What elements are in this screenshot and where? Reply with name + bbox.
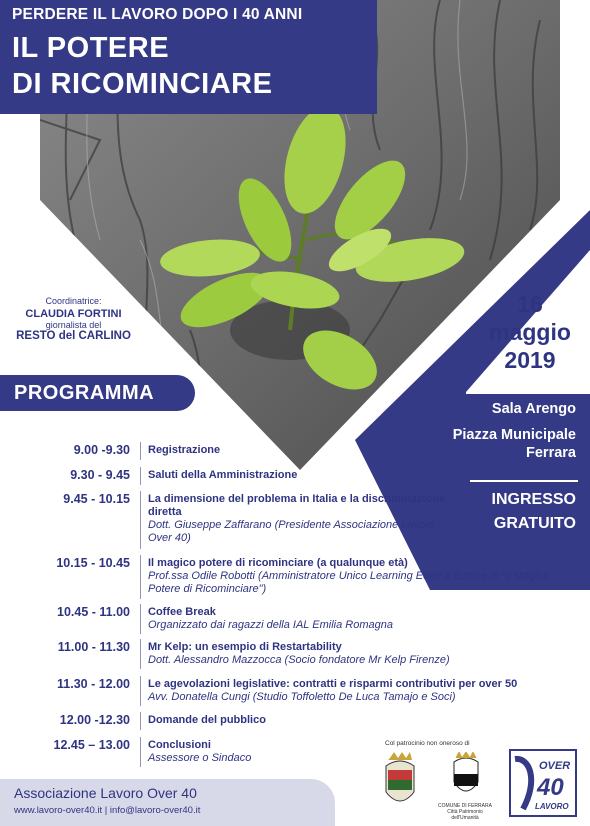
- logo-lavoro: LAVORO: [535, 802, 569, 811]
- coordinator-job: giornalista del: [45, 320, 102, 330]
- schedule-desc: [148, 739, 568, 765]
- date-day: 16: [517, 291, 543, 317]
- schedule-time: 11.00 - 11.30: [57, 640, 130, 654]
- event-date: [470, 290, 590, 374]
- schedule-title: Coffee Break: [148, 606, 216, 618]
- comune-caption: [437, 803, 493, 821]
- schedule-time: 9.00 -9.30: [73, 443, 130, 457]
- schedule-time: 10.45 - 11.00: [57, 605, 130, 619]
- schedule-title: Saluti della Amministrazione: [148, 469, 298, 481]
- entry-info: [440, 488, 576, 536]
- comune-name: COMUNE DI FERRARA: [438, 803, 492, 809]
- coordinator-block: [6, 296, 141, 342]
- schedule-title: Mr Kelp: un esempio di Restartability: [148, 641, 342, 653]
- footer-bar: [0, 779, 335, 826]
- logo-number: 40: [537, 774, 564, 801]
- title-banner: [0, 0, 377, 114]
- schedule-divider: [140, 442, 141, 460]
- association-contacts[interactable]: www.lavoro-over40.it | info@lavoro-over40.it: [14, 805, 201, 816]
- schedule-title: Conclusioni: [148, 739, 211, 751]
- schedule-desc: [148, 641, 568, 667]
- schedule-title: La dimensione del problema in Italia e la discriminazione diretta: [148, 493, 446, 518]
- schedule-divider: [140, 604, 141, 634]
- schedule-desc: [148, 444, 568, 457]
- venue-city: Ferrara: [526, 445, 576, 461]
- schedule-desc: [148, 469, 568, 482]
- date-year: 2019: [504, 347, 556, 373]
- coordinator-role: Coordinatrice:: [45, 296, 102, 306]
- title-line-2: DI RICOMINCIARE: [12, 68, 273, 100]
- schedule-divider: [140, 712, 141, 730]
- schedule-time: 12.00 -12.30: [59, 713, 130, 727]
- schedule-desc: [148, 714, 568, 727]
- schedule-title: Le agevolazioni legislative: contratti e risparmi contributivi per over 50: [148, 678, 518, 690]
- schedule-speaker: Dott. Giuseppe Zaffarano (Presidente Associazione Lavoro Over 40): [148, 519, 435, 544]
- schedule-desc: [148, 493, 448, 545]
- schedule-divider: [140, 467, 141, 485]
- schedule-desc: [148, 606, 568, 632]
- schedule-speaker: Avv. Donatella Cungi (Studio Toffoletto De Luca Tamajo e Soci): [148, 691, 456, 703]
- schedule-speaker: Dott. Alessandro Mazzocca (Socio fondatore Mr Kelp Firenze): [148, 654, 450, 666]
- province-crest-icon: [380, 752, 420, 812]
- venue-room: Sala Arengo: [491, 401, 576, 417]
- venue-square: Piazza Municipale: [452, 427, 576, 443]
- coordinator-outlet: RESTO del CARLINO: [16, 330, 131, 342]
- event-subtitle: PERDERE IL LAVORO DOPO I 40 ANNI: [12, 6, 303, 23]
- schedule-speaker: Prof.ssa Odile Robotti (Amministratore Unico Learning Edge e autrice di "Il Magico Potere di Ricominciare"): [148, 570, 550, 595]
- title-line-1: IL POTERE: [12, 32, 170, 64]
- schedule-divider: [140, 555, 141, 599]
- over40-logo: [509, 749, 577, 817]
- schedule-title: Registrazione: [148, 444, 221, 456]
- ferrara-crest-icon: [446, 752, 486, 802]
- schedule-divider: [140, 676, 141, 706]
- schedule-time: 9.30 - 9.45: [70, 468, 130, 482]
- schedule-title: Il magico potere di ricominciare (a qualunque età): [148, 557, 408, 569]
- comune-tagline: Città Patrimonio dell'Umanità: [447, 809, 483, 821]
- patronage-label: Col patrocinio non oneroso di: [385, 740, 470, 747]
- association-name: Associazione Lavoro Over 40: [14, 785, 197, 801]
- schedule-divider: [140, 491, 141, 549]
- coordinator-name: CLAUDIA FORTINI: [25, 308, 122, 320]
- schedule-title: Domande del pubblico: [148, 714, 266, 726]
- schedule-speaker: Assessore o Sindaco: [148, 752, 252, 764]
- event-title: [12, 30, 272, 102]
- schedule-time: 12.45 – 13.00: [53, 738, 130, 752]
- program-heading: PROGRAMMA: [0, 375, 195, 411]
- entry-line-2: GRATUITO: [493, 515, 576, 532]
- schedule-desc: [148, 557, 568, 596]
- schedule-divider: [140, 737, 141, 767]
- schedule-time: 9.45 - 10.15: [63, 492, 130, 506]
- date-month: maggio: [489, 319, 571, 345]
- schedule-divider: [140, 639, 141, 669]
- logo-over: OVER: [539, 760, 571, 772]
- schedule-time: 11.30 - 12.00: [57, 677, 130, 691]
- schedule-desc: [148, 678, 588, 704]
- schedule-speaker: Organizzato dai ragazzi della IAL Emilia Romagna: [148, 619, 393, 631]
- entry-line-1: INGRESSO: [491, 491, 576, 508]
- schedule-time: 10.15 - 10.45: [56, 556, 130, 570]
